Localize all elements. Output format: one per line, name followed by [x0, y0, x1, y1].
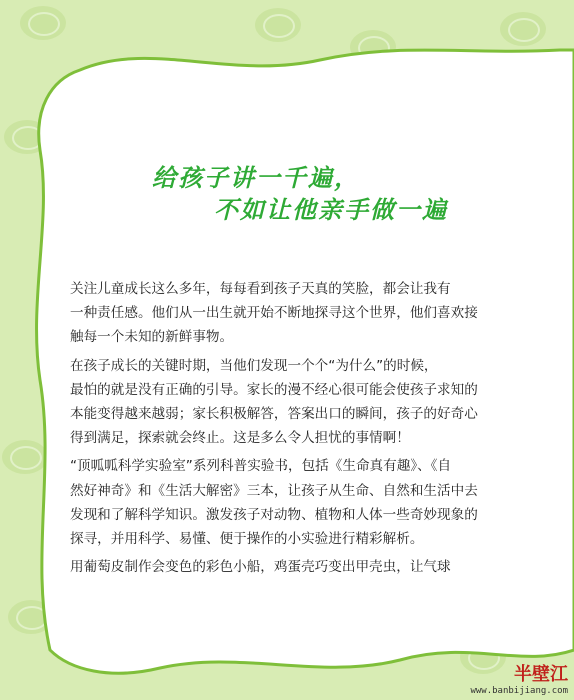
body-line: 然好神奇》和《生活大解密》三本，让孩子从生命、自然和生活中去 — [70, 482, 478, 499]
body-line: 本能变得越来越弱；家长积极解答，答案出口的瞬间，孩子的好奇心 — [70, 405, 478, 422]
body-line: 用葡萄皮制作会变色的彩色小船，鸡蛋壳巧变出甲壳虫，让气球 — [70, 559, 451, 576]
body-line: 在孩子成长的关键时期，当他们发现一个个“为什么”的时候， — [70, 357, 438, 374]
watermark-logo: 半壁江 — [514, 664, 568, 685]
body-line: 关注儿童成长这么多年，每每看到孩子天真的笑脸，都会让我有 — [70, 281, 451, 297]
body-line: 触每一个未知的新鲜事物。 — [70, 329, 234, 346]
page-title-line-1: 给孩子讲一千遍， — [152, 164, 360, 192]
body-line: 得到满足，探索就会终止。这是多么令人担忧的事情啊！ — [70, 430, 410, 447]
watermark-url: www.banbijiang.com — [470, 686, 568, 696]
body-line: 探寻，并用科学、易懂、便于操作的小实验进行精彩解析。 — [70, 530, 424, 547]
body-line: 最怕的就是没有正确的引导。家长的漫不经心很可能会使孩子求知的 — [70, 381, 478, 398]
body-line: 发现和了解科学知识。激发孩子对动物、植物和人体一些奇妙现象的 — [70, 506, 478, 523]
body-line: 一种责任感。他们从一出生就开始不断地探寻这个世界，他们喜欢接 — [70, 305, 478, 322]
page-title-line-2: 不如让他亲手做一遍 — [214, 196, 448, 224]
watermark — [470, 660, 568, 696]
body-text — [70, 277, 528, 579]
body-line: “顶呱呱科学实验室”系列科普实验书，包括《生命真有趣》、《自 — [70, 458, 452, 475]
